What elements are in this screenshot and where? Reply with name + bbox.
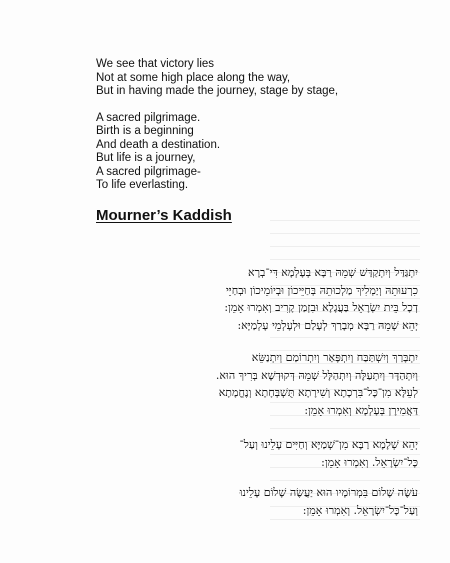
- kaddish-paragraph-2: [78, 317, 418, 335]
- poem-line: To life everlasting.: [96, 179, 189, 191]
- poem-line: Birth is a beginning: [96, 125, 194, 137]
- kaddish-line: עֹשֶׂה שָׁלוֹם בִּמְרוֹמָיו הוּא יַעֲשֶׂה שָׁלוֹם עָלֵינוּ: [239, 486, 418, 499]
- kaddish-line: יִתְגַּדַּל וְיִתְקַדַּשׁ שְׁמֵהּ רַבָּא בְּעָלְמָא דִּי־בְרָא: [248, 266, 418, 279]
- kaddish-line: יְהֵא שְׁמֵהּ רַבָּא מְבָרַךְ לְעָלַם וּלְעָלְמֵי עָלְמַיָּא:: [237, 319, 418, 332]
- poem-line: We see that victory lies: [96, 58, 215, 70]
- kaddish-paragraph-3: [78, 349, 418, 419]
- poem-line: But life is a journey,: [96, 152, 196, 164]
- poem-line: Not at some high place along the way,: [96, 71, 291, 84]
- poem-stanza-2: [96, 112, 426, 193]
- kaddish-line: וְיִתְהַדָּר וְיִתְעַלֶּה וְיִתְהַלָּל שְׁמֵהּ דְּקוּדְשָׁא בְּרִיךְ הוּא.: [215, 368, 418, 382]
- kaddish-line: כָּל־יִשְׂרָאֵל. וְאִמְרוּ אָמֵן:: [321, 455, 418, 469]
- section-title: Mourner’s Kaddish: [96, 207, 232, 224]
- kaddish-line: כִרְעוּתֵהּ וְיַמְלִיךְ מַלְכוּתֵהּ בְּחַיֵּיכוֹן וּבְיוֹמֵיכוֹן וּבְחַיֵּי: [225, 283, 418, 297]
- kaddish-paragraph-1: [78, 264, 418, 317]
- kaddish-line: לְעֵלָּא מִן־כָּל־בִּרְכָתָא וְשִׁירָתָא תֻּשְׁבְּחָתָא וְנֶחֱמָתָא: [218, 386, 418, 399]
- poem: [96, 58, 426, 206]
- poem-stanza-1: [96, 58, 426, 99]
- kaddish-line: יְהֵא שְׁלָמָא רַבָּא מִן־שְׁמַיָּא וְחַיִּים עָלֵינוּ וְעַל־: [239, 438, 418, 451]
- kaddish-line: דְכָל בֵּית יִשְׂרָאֵל בַּעֲגָלָא וּבִזְמַן קָרִיב וְאִמְרוּ אָמֵן:: [224, 301, 418, 314]
- poem-line: A sacred pilgrimage-: [96, 165, 201, 178]
- poem-line: And death a destination.: [96, 138, 221, 151]
- kaddish-line: דַּאֲמִירָן בְּעָלְמָא וְאִמְרוּ אָמֵן:: [304, 403, 418, 417]
- kaddish-line: יִתְבָּרַךְ וְיִשְׁתַּבַּח וְיִתְפָּאַר וְיִתְרוֹמַם וְיִתְנַשֵּׂא: [251, 351, 418, 364]
- kaddish-paragraph-5: [78, 484, 418, 519]
- poem-line: But in having made the journey, stage by stage,: [96, 85, 339, 97]
- poem-line: A sacred pilgrimage.: [96, 111, 201, 124]
- kaddish-paragraph-4: [78, 436, 418, 471]
- kaddish-line: וְעַל־כָּל־יִשְׂרָאֵל. וְאִמְרוּ אָמֵן:: [302, 503, 418, 517]
